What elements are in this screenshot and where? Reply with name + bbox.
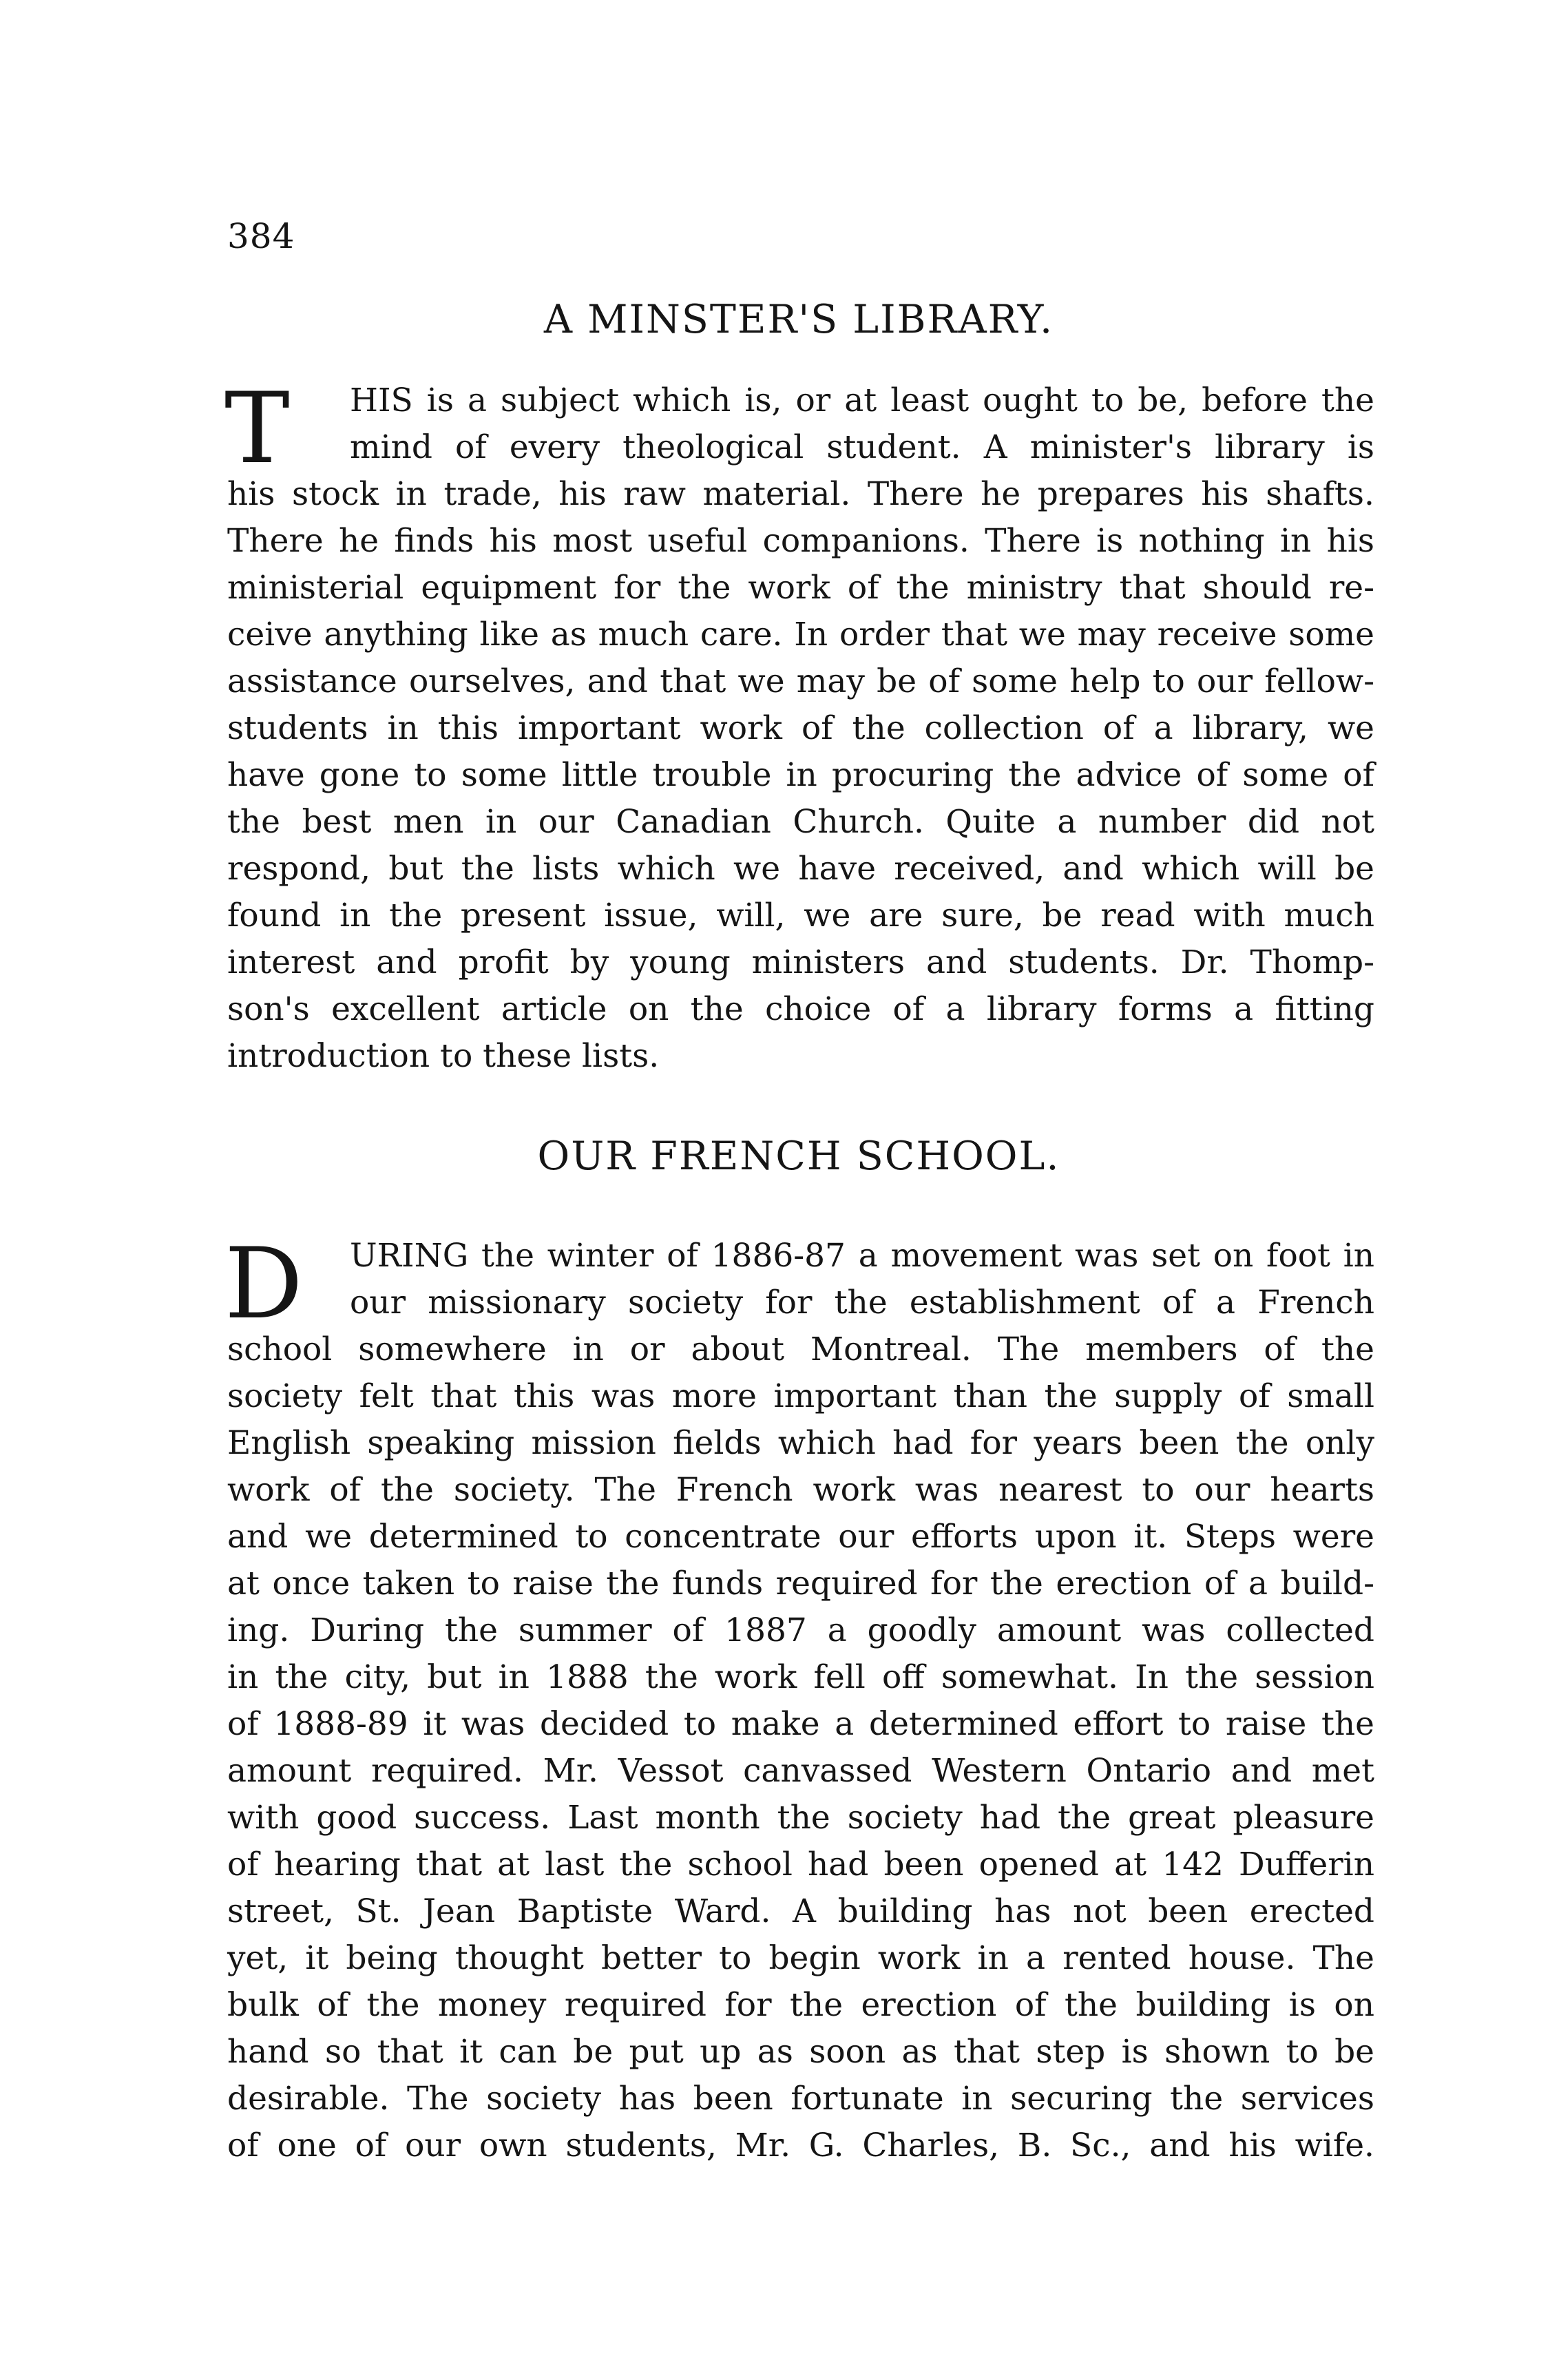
text-line: with good success. Last month the society had the great pleasure (227, 1799, 1374, 1837)
text-line: HIS is a subject which is, or at least ought to be, before the (350, 382, 1374, 419)
text-line: There he finds his most useful companions. There is nothing in his (227, 522, 1374, 560)
text-line: students in this important work of the collection of a library, we (227, 709, 1374, 747)
text-line: his stock in trade, his raw material. There he prepares his shafts. (227, 475, 1374, 513)
text-line: school somewhere in or about Montreal. The members of the (227, 1330, 1374, 1368)
text-line: society felt that this was more important than the supply of small (227, 1377, 1374, 1415)
text-line: street, St. Jean Baptiste Ward. A building has not been erected (227, 1892, 1374, 1930)
text-line: found in the present issue, will, we are sure, be read with much (227, 897, 1374, 935)
article-body-french-school (224, 1227, 1374, 2169)
text-line: son's excellent article on the choice of a library forms a fitting (227, 990, 1374, 1028)
text-line: mind of every theological student. A minister's library is (350, 428, 1374, 466)
drop-cap: D (224, 1227, 303, 1341)
text-line: amount required. Mr. Vessot canvassed Western Ontario and met (227, 1752, 1374, 1790)
text-line: in the city, but in 1888 the work fell off somewhat. In the session (227, 1658, 1374, 1696)
text-line: of one of our own students, Mr. G. Charles, B. Sc., and his wife. (227, 2127, 1374, 2164)
text-line: English speaking mission fields which had for years been the only (227, 1424, 1374, 1462)
text-line: work of the society. The French work was nearest to our hearts (227, 1471, 1374, 1509)
text-line: of hearing that at last the school had been opened at 142 Dufferin (227, 1846, 1374, 1883)
text-line: ceive anything like as much care. In order that we may receive some (227, 616, 1374, 654)
article-title-french-school: OUR FRENCH SCHOOL. (537, 1134, 1060, 1179)
text-line: and we determined to concentrate our efforts upon it. Steps were (227, 1518, 1374, 1556)
text-line: introduction to these lists. (227, 1037, 660, 1075)
text-line: the best men in our Canadian Church. Quite a number did not (227, 803, 1374, 841)
text-line: URING the winter of 1886-87 a movement was set on foot in (350, 1237, 1374, 1275)
text-line: ministerial equipment for the work of the ministry that should re- (227, 569, 1374, 607)
text-line: desirable. The society has been fortunate in securing the services (227, 2080, 1374, 2118)
article-body-ministers-library (224, 372, 1374, 1080)
text-line: our missionary society for the establishment of a French (350, 1284, 1374, 1322)
text-line: hand so that it can be put up as soon as that step is shown to be (227, 2033, 1374, 2071)
text-line: of 1888-89 it was decided to make a determined effort to raise the (227, 1705, 1374, 1743)
text-line: yet, it being thought better to begin work in a rented house. The (227, 1939, 1374, 1977)
text-line: ing. During the summer of 1887 a goodly amount was collected (227, 1611, 1374, 1649)
article-title-ministers-library: A MINSTER'S LIBRARY. (543, 297, 1054, 342)
text-line: at once taken to raise the funds required for the erection of a build- (227, 1565, 1374, 1603)
text-line: interest and profit by young ministers and students. Dr. Thomp- (227, 943, 1374, 981)
text-line: respond, but the lists which we have received, and which will be (227, 850, 1374, 888)
drop-cap: T (224, 372, 290, 486)
text-line: have gone to some little trouble in procuring the advice of some of (227, 756, 1374, 794)
text-line: assistance ourselves, and that we may be of some help to our fellow- (227, 662, 1374, 700)
page-number: 384 (227, 216, 295, 256)
text-line: bulk of the money required for the erection of the building is on (227, 1986, 1374, 2024)
